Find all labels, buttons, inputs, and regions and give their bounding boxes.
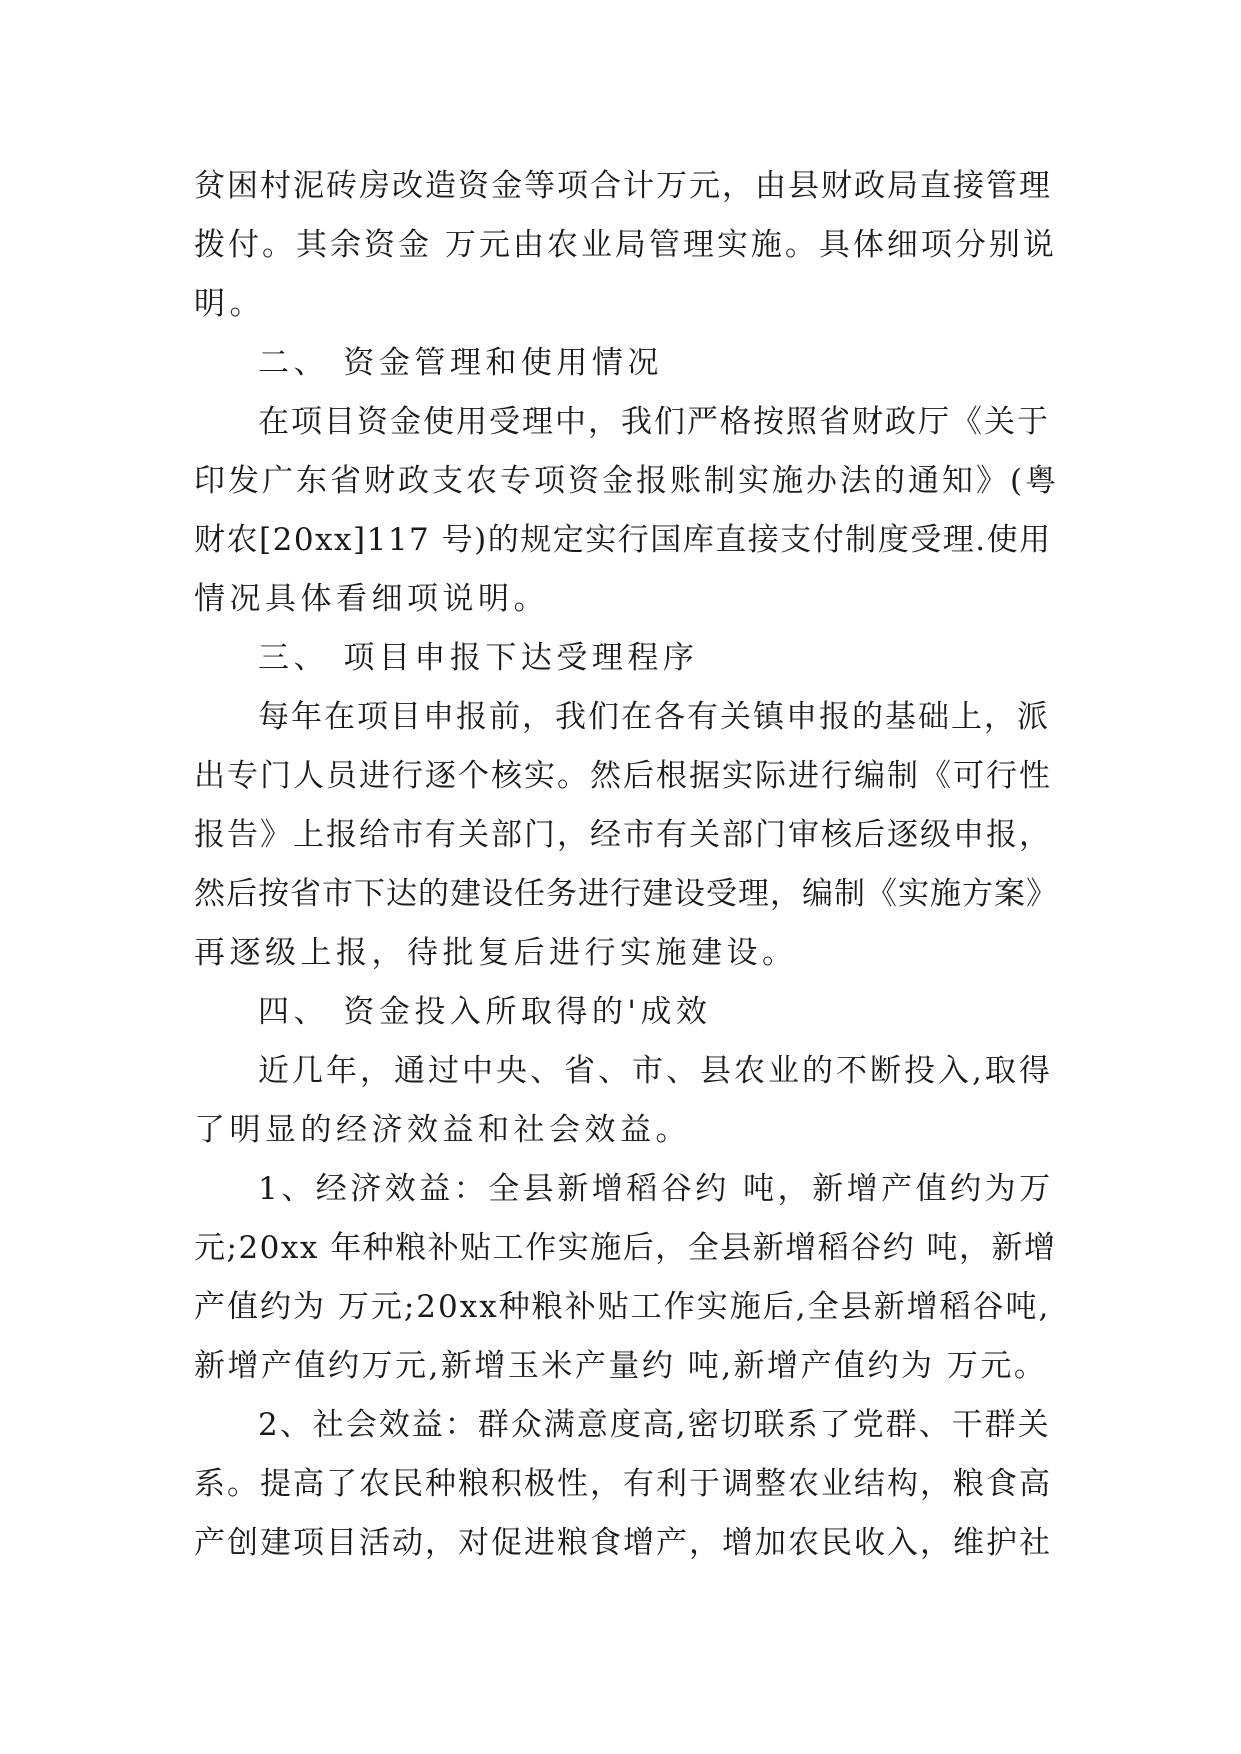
text-line: 了明显的经济效益和社会效益。 bbox=[194, 1112, 691, 1148]
text-line: 每年在项目申报前，我们在各有关镇申报的基础上，派 bbox=[258, 699, 1050, 735]
text-line: 产创建项目活动，对促进粮食增产，增加农民收入，维护社 bbox=[194, 1525, 1052, 1561]
text-line: 明。 bbox=[194, 286, 265, 322]
text-line: 1、经济效益：全县新增稻谷约 吨，新增产值约为万 bbox=[258, 1171, 1054, 1207]
text-line: 情况具体看细项说明。 bbox=[194, 581, 549, 617]
text-line: 四、 资金投入所取得的'成效 bbox=[258, 994, 712, 1030]
text-line: 新增产值约万元,新增玉米产量约 吨,新增产值约为 万元。 bbox=[194, 1348, 1048, 1384]
text-line: 印发广东省财政支农专项资金报账制实施办法的通知》(粤 bbox=[194, 463, 1060, 499]
text-line: 拨付。其余资金 万元由农业局管理实施。具体细项分别说 bbox=[194, 227, 1057, 263]
text-line: 出专门人员进行逐个核实。然后根据实际进行编制《可行性 bbox=[194, 758, 1052, 794]
text-line: 产值约为 万元;20xx种粮补贴工作实施后,全县新增稻谷吨, bbox=[194, 1289, 1051, 1325]
text-line: 再逐级上报，待批复后进行实施建设。 bbox=[194, 935, 798, 971]
text-line: 然后按省市下达的建设任务进行建设受理，编制《实施方案》 bbox=[194, 876, 1058, 912]
text-line: 报告》上报给市有关部门，经市有关部门审核后逐级申报， bbox=[194, 817, 1052, 853]
text-line: 近几年，通过中央、省、市、县农业的不断投入,取得 bbox=[258, 1053, 1053, 1089]
text-line: 2、社会效益：群众满意度高,密切联系了党群、干群关 bbox=[258, 1407, 1051, 1443]
text-line: 二、 资金管理和使用情况 bbox=[258, 345, 663, 381]
text-line: 元;20xx 年种粮补贴工作实施后，全县新增稻谷约 吨，新增 bbox=[194, 1230, 1057, 1266]
text-line: 三、 项目申报下达受理程序 bbox=[258, 640, 699, 676]
document-body bbox=[194, 157, 1060, 1573]
text-line: 系。提高了农民种粮积极性，有利于调整农业结构，粮食高 bbox=[194, 1466, 1052, 1502]
text-line: 在项目资金使用受理中，我们严格按照省财政厅《关于 bbox=[258, 404, 1050, 440]
text-line: 财农[20xx]117 号)的规定实行国库直接支付制度受理.使用 bbox=[194, 522, 1052, 558]
text-line: 贫困村泥砖房改造资金等项合计万元，由县财政局直接管理 bbox=[194, 168, 1052, 204]
